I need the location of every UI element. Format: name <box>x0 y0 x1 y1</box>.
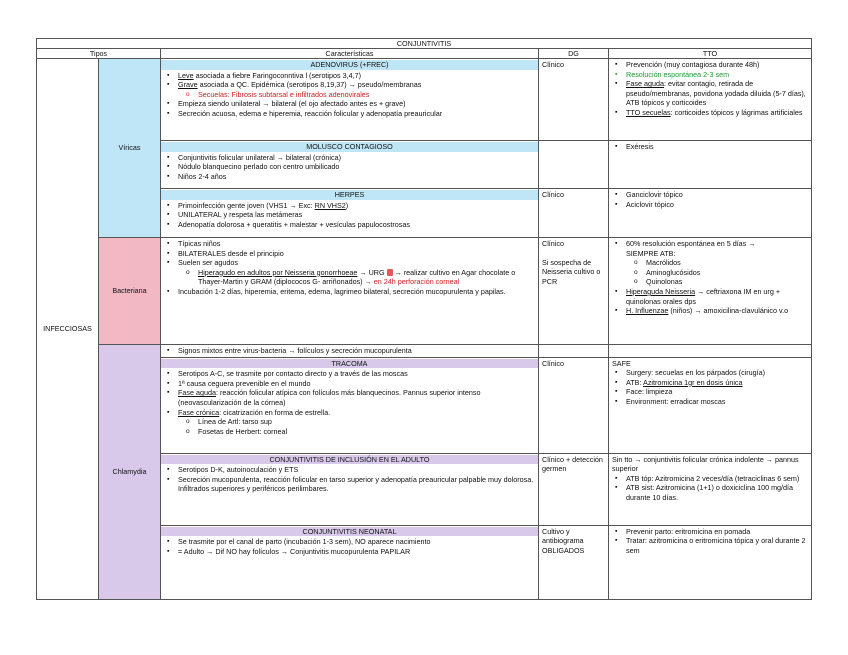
list-item: ▪ Serotipos A-C, se trasmite por contacto directo y a través de las moscas <box>174 369 535 379</box>
list-item: ▪ Hiperaguda Neisseria → ceftriaxona IM en urg + quinolonas orales dps <box>622 287 808 306</box>
neonatal-dg: Cultivo y antibiograma OBLIGADOS <box>539 525 609 599</box>
list-item-neisseria: o Hiperagudo en adultos por Neisseria gonorrhoeae → URG → realizar cultivo en Agar chocolate o Thayer-Martin y GRAM (diplococos G- arriñonados) → en 24h perforación corneal <box>194 268 535 287</box>
list-item: ▪ Conjuntivitis folicular unilateral → bilateral (crónica) <box>174 153 535 163</box>
list-item: ▪ Nódulo blanquecino perlado con centro umbilicado <box>174 162 535 172</box>
table-title: CONJUNTIVITIS <box>37 39 812 49</box>
list-item: ▪ ATB: Azitromicina 1gr en dosis única <box>622 378 808 388</box>
document-page <box>36 38 811 600</box>
herpes-dg: Clínico <box>539 189 609 238</box>
list-item: ▪ H. Influenzae (niños) → amoxicilina-clavulánico v.o <box>622 306 808 316</box>
inclusion-cell <box>161 453 539 525</box>
section-title-molusco: MOLUSCO CONTAGIOSO <box>161 142 538 152</box>
list-item: ▪ Típicas niños <box>174 239 535 249</box>
conjuntivitis-table <box>36 38 812 600</box>
list-item: ▪ ATB tóp: Azitromicina 2 veces/día (tetraciclinas 6 sem) <box>622 474 808 484</box>
list-item: ▪ = Adulto → Dif NO hay folículos → Conjuntivitis mucopurulenta PAPILAR <box>174 547 535 557</box>
list-item: o Quinolonas <box>642 277 808 287</box>
table-row <box>37 238 812 345</box>
category-infecciosas: INFECCIOSAS <box>37 59 99 600</box>
empty-cell <box>539 345 609 358</box>
tracoma-cell <box>161 357 539 453</box>
list-item: ▪ Signos mixtos entre virus-bacteria → folículos y secreción mucopurulenta <box>174 346 535 356</box>
list-item: o Macrólidos <box>642 258 808 268</box>
chlamydia-mixed-cell <box>161 345 539 358</box>
empty-cell <box>609 345 812 358</box>
list-item: ▪ Suelen ser agudos o Hiperagudo en adultos por Neisseria gonorrhoeae → URG → realizar cultivo en Agar chocolate o Thayer-Martin y GRAM (diplococos G- arriñonados) → en 24h perforación corneal <box>174 258 535 287</box>
adenovirus-dg: Clínico <box>539 59 609 141</box>
table-row <box>37 59 812 141</box>
tracoma-dg: Clínico <box>539 357 609 453</box>
list-item: ▪ Fase crónica: cicatrización en forma de estrella. o Línea de Artl: tarso sup o Fosetas de Herbert: corneal <box>174 408 535 437</box>
inclusion-tto-intro: Sin tto → conjuntivitis folicular crónica indolente → pannus superior <box>612 454 799 474</box>
neonatal-cell <box>161 525 539 599</box>
adenovirus-tto <box>609 59 812 141</box>
herpes-tto <box>609 189 812 238</box>
list-item: ▪ Incubación 1-2 días, hiperemia, eritema, edema, lagrimeo bilateral, secreción mucopurulenta y papilas. <box>174 287 535 297</box>
neonatal-tto <box>609 525 812 599</box>
molusco-cell <box>161 141 539 189</box>
list-item: ▪ Ganciclovir tópico <box>622 190 808 200</box>
bacteriana-cell <box>161 238 539 345</box>
list-item: ▪ Fase aguda: evitar contagio, retirada de pseudo/membranas, povidona yodada diluida (5-7 días), ATB tópicos y corticoides <box>622 79 808 108</box>
list-item: ▪ UNILATERAL y respeta las metámeras <box>174 210 535 220</box>
list-item: o Aminoglucósidos <box>642 268 808 278</box>
list-item: ▪ Se trasmite por el canal de parto (incubación 1-3 sem), NO aparece nacimiento <box>174 537 535 547</box>
list-item: ▪ Adenopatía dolorosa + queratitis + malestar + vesículas papulocostrosas <box>174 220 535 230</box>
molusco-dg <box>539 141 609 189</box>
list-item: ▪ Exéresis <box>622 142 808 152</box>
section-title-adenovirus: ADENOVIRUS (+FREC) <box>161 60 538 70</box>
list-item-secuelas: o Secuelas: Fibrosis subtarsal e infiltrados adenovirales <box>194 90 535 100</box>
bacteriana-dg: Clínico Si sospecha de Neisseria cultivo o PCR <box>539 238 609 345</box>
header-dg: DG <box>539 49 609 59</box>
safe-label: SAFE <box>612 358 631 368</box>
list-item: ▪ Secreción mucopurulenta, reacción folicular en tarso superior y adenopatía preauricular palpable muy dolorosa. Infiltrados superiores y periféricos perilimbares. <box>174 475 535 494</box>
list-item: o Fosetas de Herbert: corneal <box>194 427 535 437</box>
list-item: o Línea de Artl: tarso sup <box>194 417 535 427</box>
section-title-inclusion: CONJUNTIVITIS DE INCLUSIÓN EN EL ADULTO <box>161 455 538 465</box>
subcategory-chlamydia: Chlamydia <box>99 345 161 600</box>
list-item: ▪ Prevenir parto: eritromicina en pomada <box>622 527 808 537</box>
list-item: ▪ ATB sist: Azitromicina (1+1) o doxiciclina 100 mg/día durante 10 días. <box>622 483 808 502</box>
header-tto: TTO <box>609 49 812 59</box>
list-item: ▪ Tratar: azitromicina o eritromicina tópica y oral durante 2 sem <box>622 536 808 555</box>
list-item: ▪ Niños 2-4 años <box>174 172 535 182</box>
bacteriana-tto <box>609 238 812 345</box>
list-item: ▪ Leve asociada a fiebre Faringoconntiva l (serotipos 3,4,7) <box>174 71 535 81</box>
list-item: ▪ Empieza siendo unilateral → bilateral (el ojo afectado antes es + grave) <box>174 99 535 109</box>
adenovirus-cell <box>161 59 539 141</box>
list-item: ▪ Environment: erradicar moscas <box>622 397 808 407</box>
list-item: ▪ Fase aguda: reacción folicular atípica con folículos más blanquecinos. Pannus superior intenso (neovascularización de la córnea) <box>174 388 535 407</box>
table-row <box>37 345 812 358</box>
section-title-herpes: HERPES <box>161 190 538 200</box>
list-item: ▪ Primoinfección gente joven (VHS1 → Exc: RN VHS2) <box>174 201 535 211</box>
list-item: ▪ TTO secuelas: corticoides tópicos y lágrimas artificiales <box>622 108 808 118</box>
list-item: ▪ Prevención (muy contagiosa durante 48h) <box>622 60 808 70</box>
molusco-tto <box>609 141 812 189</box>
header-caracteristicas: Características <box>161 49 539 59</box>
list-item: ▪ Grave asociada a QC. Epidémica (serotipos 8,19,37) → pseudo/membranas o Secuelas: Fibrosis subtarsal e infiltrados adenovirales <box>174 80 535 99</box>
section-title-neonatal: CONJUNTIVITIS NEONATAL <box>161 527 538 537</box>
list-item: ▪ 60% resolución espontánea en 5 días → SIEMPRE ATB: o Macrólidos o Aminoglucósidos o Quinolonas <box>622 239 808 287</box>
tracoma-tto <box>609 357 812 453</box>
list-item: ▪ Secreción acuosa, edema e hiperemia, reacción folicular y adenopatía preauricular <box>174 109 535 119</box>
list-item: ▪ Serotipos D-K, autoinoculación y ETS <box>174 465 535 475</box>
list-item: ▪ Aciclovir tópico <box>622 200 808 210</box>
inclusion-dg: Clínico + detección germen <box>539 453 609 525</box>
list-item: ▪ Resolución espontánea 2-3 sem <box>622 70 808 80</box>
list-item: ▪ 1ª causa ceguera prevenible en el mundo <box>174 379 535 389</box>
list-item: ▪ BILATERALES desde el principio <box>174 249 535 259</box>
list-item: ▪ Surgery: secuelas en los párpados (cirugía) <box>622 368 808 378</box>
inclusion-tto <box>609 453 812 525</box>
subcategory-viricas: Víricas <box>99 59 161 238</box>
subcategory-bacteriana: Bacteriana <box>99 238 161 345</box>
herpes-cell <box>161 189 539 238</box>
header-tipos: Tipos <box>37 49 161 59</box>
list-item: ▪ Face: limpieza <box>622 387 808 397</box>
section-title-tracoma: TRACOMA <box>161 359 538 369</box>
